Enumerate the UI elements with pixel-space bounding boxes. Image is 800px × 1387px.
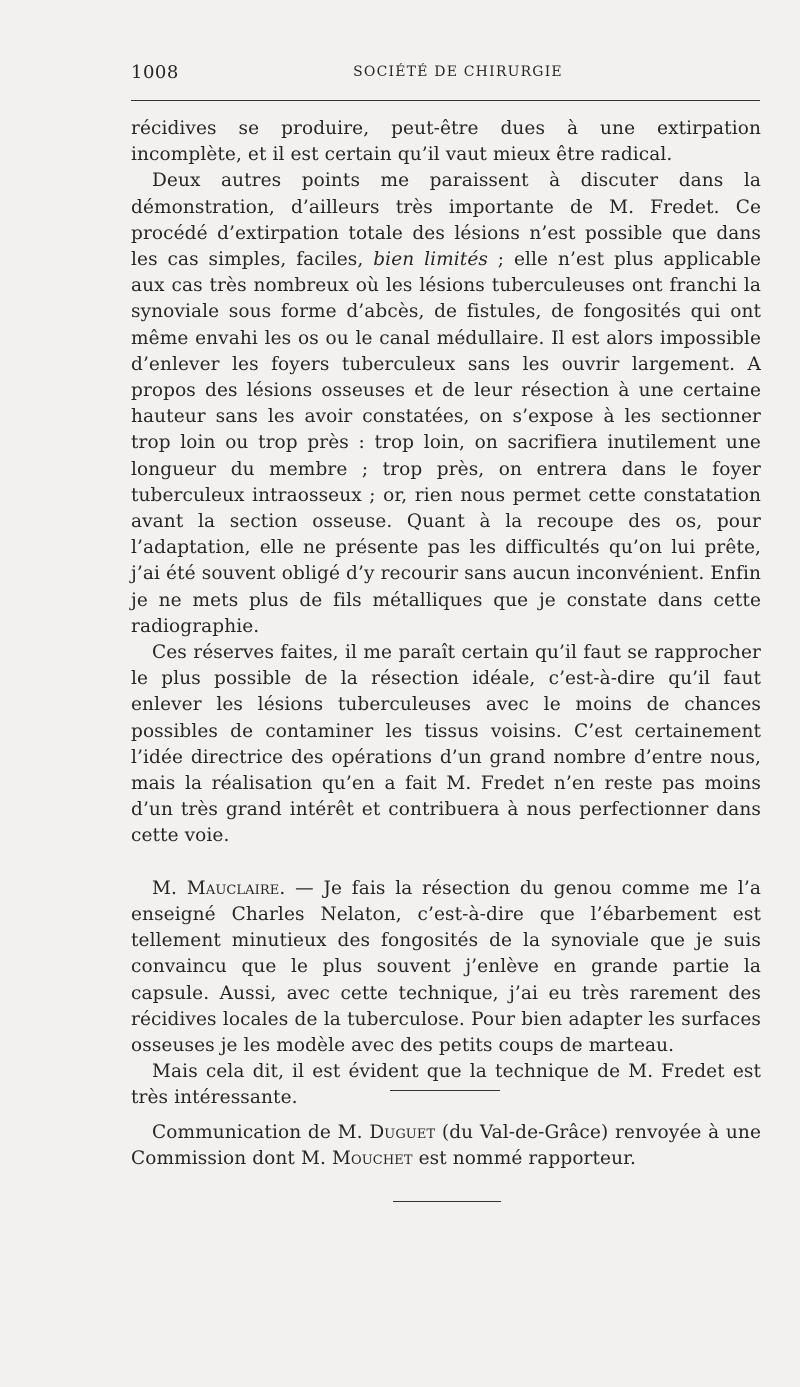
section-divider: [390, 1090, 500, 1091]
paragraph-mauclaire-text: — Je fais la résection du genou comme me l’a enseigné Charles Nelaton, c’est-à-dire que l’ébarbement est tellement minutieux des fongosités de la synoviale que je suis convaincu que le plus souvent j’enlève en grande partie la capsule. Aussi, avec cette technique, j’ai eu très rarement des récidives locales de la tuberculose. Pour bien adapter les surfaces osseuses je les modèle avec des petits coups de marteau.: [131, 877, 761, 1056]
communication-text-3: est nommé rapporteur.: [412, 1148, 636, 1170]
running-head: SOCIÉTÉ DE CHIRURGIE: [353, 64, 563, 80]
author-name: Duguet: [369, 1122, 436, 1143]
italic-emphasis: bien limités: [373, 249, 488, 271]
paragraph-mauclaire: [131, 876, 761, 1059]
speaker-name: M. Mauclaire.: [152, 877, 286, 899]
communication-text-2: (du Val-de-Grâce) renvoyée à une Commission dont M.: [131, 1122, 761, 1170]
communication-section: [131, 1120, 761, 1172]
rapporteur-name: Mouchet: [331, 1148, 413, 1170]
paragraph-communication: [131, 1120, 761, 1172]
paragraph-reserves: Ces réserves faites, il me paraît certain qu’il faut se rapprocher le plus possible de la résection idéale, c’est-à-dire qu’il faut enlever les lésions tuberculeuses avec le moins de chances possibles de contaminer les tissus voisins. C’est certainement l’idée directrice des opérations d’un grand nombre d’entre nous, mais la réalisation qu’en a fait M. Fredet n’en reste pas moins d’un très grand intérêt et contribuera à nous perfectionner dans cette voie.: [131, 642, 761, 847]
paragraph-critique-part-1: Deux autres points me paraissent à discuter dans la démonstration, d’ailleurs très importante de M. Fredet. Ce procédé d’extirpation totale des lésions n’est possible que dans les cas simples, faciles,: [131, 170, 761, 271]
paragraph-conclusion: Mais cela dit, il est évident que la technique de M. Fredet est très intéressante.: [131, 1061, 761, 1109]
paragraph-critique-part-2: ; elle n’est plus applicable aux cas très nombreux où les lésions tuberculeuses ont franchi la synoviale sous forme d’abcès, de fistules, de fongosités qui ont même envahi les os ou le canal médullaire. Il est alors impossible d’enlever les foyers tuberculeux sans les ouvrir largement. A propos des lésions osseuses et de leur résection à une certaine hauteur sans les avoir constatées, on s’expose à les sectionner trop loin ou trop près : trop loin, on sacrifiera inutilement une longueur du membre ; trop près, on entrera dans le foyer tuberculeux intraosseux ; or, rien nous permet cette constatation avant la section osseuse. Quant à la recoupe des os, pour l’adaptation, elle ne présente pas les difficultés qu’on lui prête, j’ai été souvent obligé d’y recourir sans aucun inconvénient. Enfin je ne mets plus de fils métalliques que je constate dans cette radiographie.: [131, 249, 762, 637]
end-divider: [393, 1201, 501, 1202]
paragraph-critique: [131, 168, 761, 640]
page-header: [131, 60, 760, 90]
page-number: 1008: [131, 62, 179, 83]
header-rule: [131, 100, 760, 101]
paragraph-continuation: récidives se produire, peut-être dues à une extirpation incomplète, et il est certain qu’il vaut mieux être radical.: [131, 118, 761, 166]
communication-text-1: Communication de M.: [152, 1122, 370, 1143]
body-text: [131, 116, 761, 1112]
